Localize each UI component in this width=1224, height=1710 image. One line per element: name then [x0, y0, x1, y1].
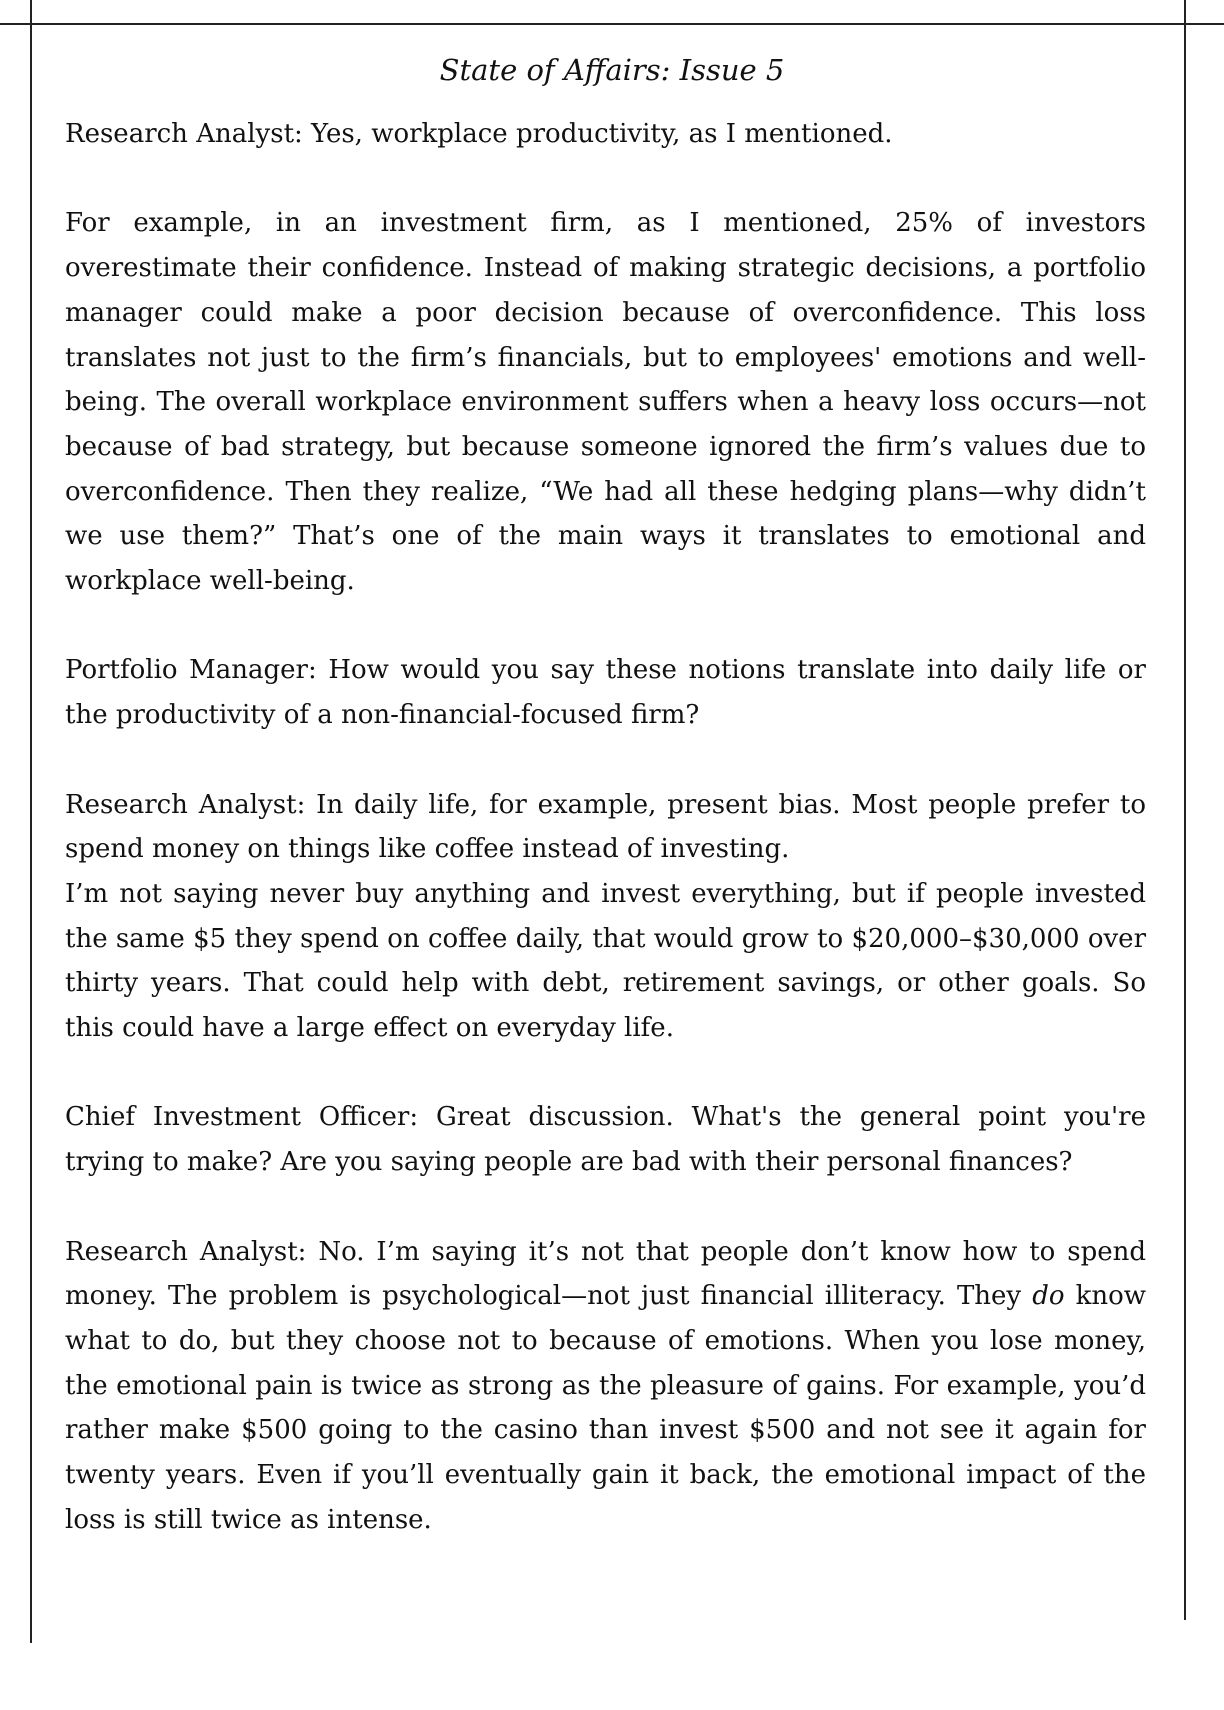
left-margin-rule [30, 0, 32, 1643]
paragraph [65, 1230, 1146, 1543]
paragraph: Portfolio Manager: How would you say these notions translate into daily life or the productivity of a non-financial-focused firm? [65, 655, 1146, 731]
document-body [65, 112, 1146, 1587]
top-rule [0, 23, 1224, 25]
paragraph-text: Research Analyst: No. I’m saying it’s not that people don’t know how to spend money. The problem is psychological—not just financial illiteracy. They [65, 1236, 1146, 1312]
paragraph: Research Analyst: Yes, workplace productivity, as I mentioned. [65, 119, 893, 149]
emphasis-text: do [1032, 1281, 1065, 1312]
right-margin-rule [1184, 0, 1186, 1620]
page-title: State of Affairs: Issue 5 [439, 53, 785, 87]
paragraph-text: know what to do, but they choose not to because of emotions. When you lose money, the emotional pain is twice as strong as the pleasure of gains. For example, you’d rather make $500 going to the casino than invest $500 and not see it again for twenty years. Even if you’ll eventually gain it back, the emotional impact of the loss is still twice as intense. [65, 1281, 1146, 1535]
paragraph: I’m not saying never buy anything and invest everything, but if people invested the same $5 they spend on coffee daily, that would grow to $20,000–$30,000 over thirty years. That could help with debt, retirement savings, or other goals. So this could have a large effect on everyday life. [65, 878, 1146, 1044]
paragraph: Research Analyst: In daily life, for example, present bias. Most people prefer to spend money on things like coffee instead of investing. [65, 789, 1146, 865]
paragraph: Chief Investment Officer: Great discussion. What's the general point you're trying to make? Are you saying people are bad with their personal finances? [65, 1102, 1146, 1178]
paragraph: For example, in an investment firm, as I mentioned, 25% of investors overestimate their confidence. Instead of making strategic decisions, a portfolio manager could make a poor decision because of overconfidence. This loss translates not just to the firm’s financials, but to employees' emotions and well-being. The overall workplace environment suffers when a heavy loss occurs—not because of bad strategy, but because someone ignored the firm’s values due to overconfidence. Then they realize, “We had all these hedging plans—why didn’t we use them?” That’s one of the main ways it translates to emotional and workplace well-being. [65, 208, 1146, 597]
